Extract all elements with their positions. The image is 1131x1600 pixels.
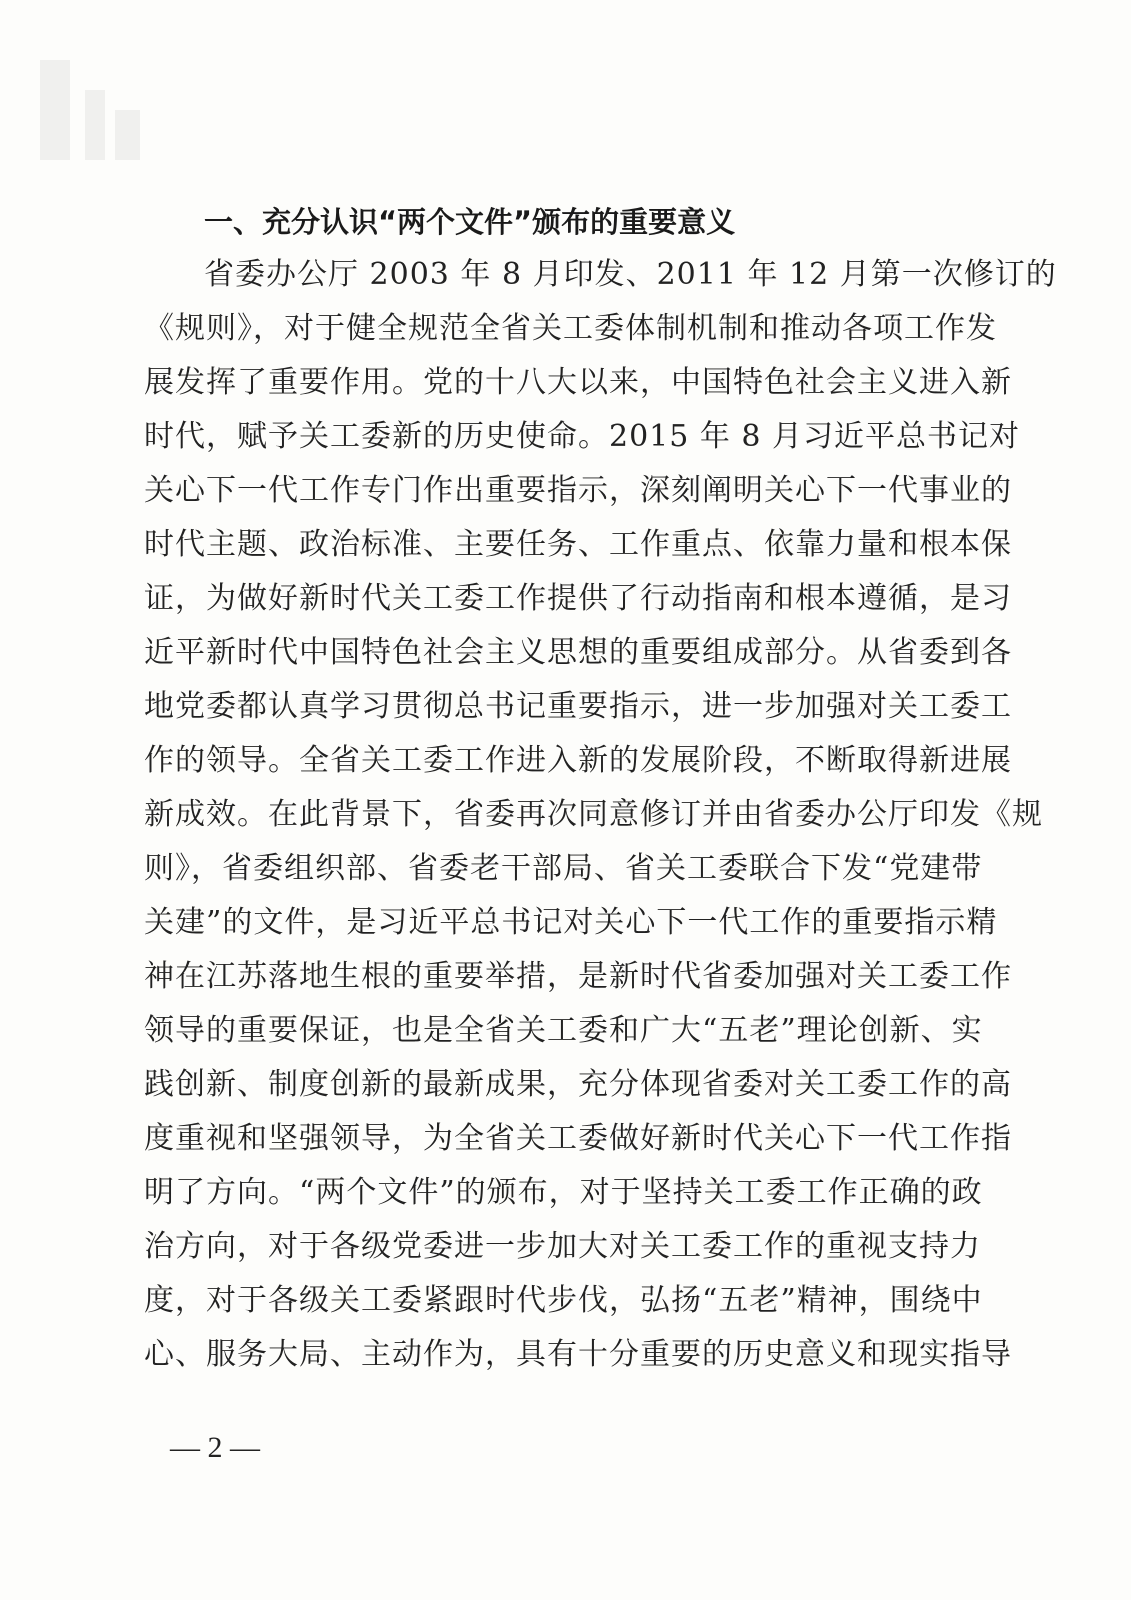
paragraph-line: 新成效。在此背景下，省委再次同意修订并由省委办公厅印发《规 [144, 797, 1043, 832]
paragraph-line: 省委办公厅 2003 年 8 月印发、2011 年 12 月第一次修订的 [204, 257, 1057, 292]
paragraph-line: 关建”的文件，是习近平总书记对关心下一代工作的重要指示精 [144, 905, 998, 940]
faded-stamp-icon [30, 50, 150, 170]
document-body [144, 196, 1057, 1382]
paragraph-line: 心、服务大局、主动作为，具有十分重要的历史意义和现实指导 [144, 1337, 1012, 1372]
section-heading: 一、充分认识“两个文件”颁布的重要意义 [204, 205, 736, 239]
paragraph-line: 明了方向。“两个文件”的颁布，对于坚持关工委工作正确的政 [144, 1175, 983, 1210]
paragraph-line: 《规则》，对于健全规范全省关工委体制机制和推动各项工作发 [144, 311, 997, 346]
paragraph-line: 作的领导。全省关工委工作进入新的发展阶段，不断取得新进展 [144, 743, 1012, 778]
paragraph-line: 领导的重要保证，也是全省关工委和广大“五老”理论创新、实 [144, 1013, 983, 1048]
paragraph-line: 践创新、制度创新的最新成果，充分体现省委对关工委工作的高 [144, 1067, 1012, 1102]
paragraph-line: 度，对于各级关工委紧跟时代步伐，弘扬“五老”精神，围绕中 [144, 1283, 983, 1318]
paragraph-line: 时代主题、政治标准、主要任务、工作重点、依靠力量和根本保 [144, 527, 1012, 562]
paragraph-line: 地党委都认真学习贯彻总书记重要指示，进一步加强对关工委工 [144, 689, 1012, 724]
paragraph-line: 度重视和坚强领导，为全省关工委做好新时代关心下一代工作指 [144, 1121, 1012, 1156]
paragraph-line: 则》，省委组织部、省委老干部局、省关工委联合下发“党建带 [144, 851, 983, 886]
paragraph-line: 治方向，对于各级党委进一步加大对关工委工作的重视支持力 [144, 1229, 981, 1264]
paragraph-line: 神在江苏落地生根的重要举措，是新时代省委加强对关工委工作 [144, 959, 1012, 994]
page-number: — 2 — [170, 1431, 260, 1464]
paragraph-line: 证，为做好新时代关工委工作提供了行动指南和根本遵循，是习 [144, 581, 1012, 616]
paragraph-line: 展发挥了重要作用。党的十八大以来，中国特色社会主义进入新 [144, 365, 1012, 400]
paragraph-line: 关心下一代工作专门作出重要指示，深刻阐明关心下一代事业的 [144, 473, 1012, 508]
paragraph-line: 近平新时代中国特色社会主义思想的重要组成部分。从省委到各 [144, 635, 1012, 670]
paragraph-line: 时代，赋予关工委新的历史使命。2015 年 8 月习近平总书记对 [144, 419, 1021, 454]
